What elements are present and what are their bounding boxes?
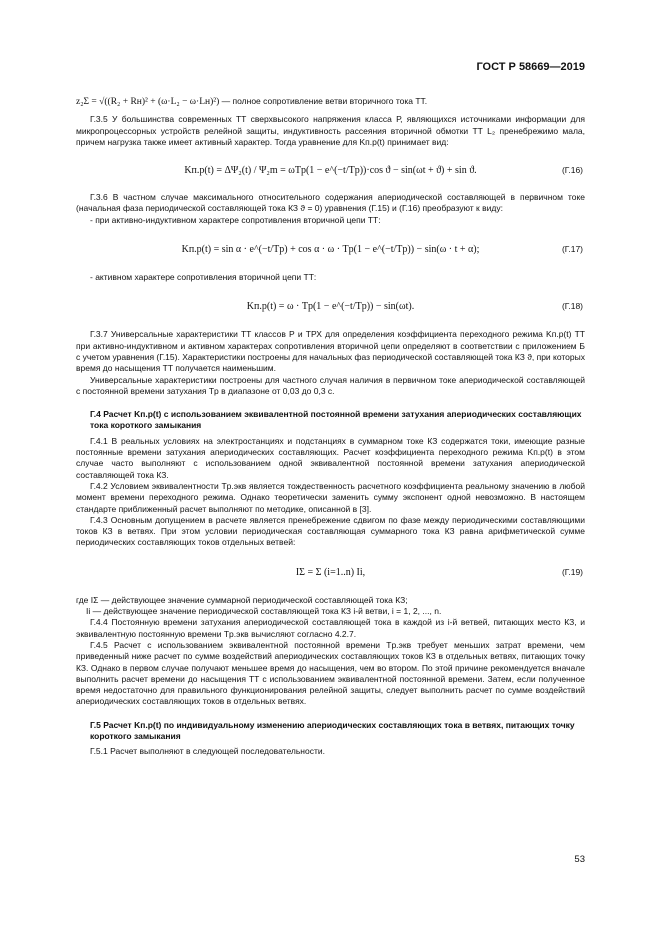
section-heading-g5: Г.5 Расчет Kп.р(t) по индивидуальному изменению апериодических составляющих тока в ветвях, питающих точку короткого замыкания [90,719,575,741]
paragraph-g37: Г.3.7 Универсальные характеристики ТТ классов Р и ТРХ для определения коэффициента переходного режима Kп.р(t) ТТ при активно-индуктивном и активном характерах сопротивления вторичной цепи определяют в соответствии с приложением Б с учетом уравнения (Г.15). Характеристики построены для начальных фаз периодической составляющей тока КЗ ϑ, при которых время до насыщения ТТ получается наименьшим. [76,329,585,374]
paragraph-g51: Г.5.1 Расчет выполняют в следующей последовательности. [90,746,325,757]
equation-g16-number: (Г.16) [561,165,583,176]
paragraph-g42: Г.4.2 Условием эквивалентности Tp.экв является тождественность расчетного коэффициента реальному значению в любой момент времени переходного режима. Однако теоретически заменить сумму экспонент одной невозможно. В настоящем стандарте приближенный расчет выполняют по методике, описанной в [3]. [76,480,585,514]
definition-i-sigma: где IΣ — действующее значение суммарной периодической составляющей тока КЗ; [76,594,408,605]
paragraph-g41: Г.4.1 В реальных условиях на электростанциях и подстанциях в суммарном токе КЗ содержатся токи, имеющие разные постоянные времени затухания апериодических составляющих. Расчет коэффициента переходного режима Kп.р(t) в этом случае часто выполняют с использованием одной эквивалентной постоянной времени затухания апериодической составляющей тока КЗ. [76,435,585,480]
formula-z-description: — полное сопротивление ветви вторичного тока ТТ. [219,96,428,106]
equation-g17-expr: Kп.р(t) = sin α · e^(−t/Tp) + cos α · ω · Tp(1 − e^(−t/Tp)) − sin(ω · t + α); [181,244,480,256]
formula-z-line [76,96,585,108]
equation-g19-expr: IΣ = Σ (i=1..n) Ii, [295,566,366,578]
equation-g16 [76,156,585,184]
equation-g19-number: (Г.19) [561,566,583,577]
case-active-inductive: - при активно-индуктивном характере сопротивления вторичной цепи ТТ: [90,214,381,225]
document-header: ГОСТ Р 58669—2019 [476,61,585,73]
definition-i-i: Ii — действующее значение периодической составляющей тока КЗ i-й ветви, i = 1, 2, ..., n. [86,606,442,617]
equation-g17 [76,234,585,264]
paragraph-g43: Г.4.3 Основным допущением в расчете является пренебрежение сдвигом по фазе между периодическими составляющими токов КЗ в ветвях. При этом условии периодическая составляющая суммарного тока КЗ равна арифметической сумме периодических составляющих токов отдельных ветвей: [76,514,585,548]
equation-g16-expr: Kп.р(t) = ΔΨ₂(t) / Ψ₂m = ωTp(1 − e^(−t/Tp))·cos ϑ − sin(ωt + ϑ) + sin ϑ. [184,165,477,177]
page-content [76,94,585,758]
section-heading-g4: Г.4 Расчет Kп.р(t) с использованием эквивалентной постоянной времени затухания апериодических составляющих тока короткого замыкания [90,409,582,431]
page-number: 53 [574,853,585,865]
definitions [76,595,585,618]
paragraph-g35: Г.3.5 У большинства современных ТТ сверхвысокого напряжения класса Р, являющихся источниками информации для микропроцессорных устройств релейной защиты, индуктивность рассеяния вторичной обмотки ТТ L₂ пренебрежимо мала, причем нагрузка также имеет активный характер. Тогда уравнение для Kп.р(t) принимает вид: [76,114,585,147]
paragraph-g45: Г.4.5 Расчет с использованием эквивалентной постоянной времени Tp.экв требует меньших затрат времени, чем приведенный ниже расчет по сумме воздействий апериодических составляющих токов КЗ в отдельных ветвях, питающих точку КЗ. Однако в первом случае получают меньшее время до насыщения, чем во втором. По этой причине рекомендуется вначале выполнить расчет времени до насыщения ТТ с использованием эквивалентной постоянной времени. Затем, если полученное время недостаточно для правильного функционирования релейной защиты, следует выполнить расчет по сумме воздействий апериодических составляющих токов в отдельных ветвях. [76,639,585,707]
equation-g19 [76,557,585,587]
equation-g18-number: (Г.18) [561,301,583,312]
equation-g18-expr: Kп.р(t) = ω · Tp(1 − e^(−t/Tp)) − sin(ωt). [246,301,415,313]
equation-g17-number: (Г.17) [561,244,583,255]
case-active: - активном характере сопротивления вторичной цепи ТТ: [90,272,317,283]
paragraph-universal: Универсальные характеристики построены для частного случая наличия в первичном токе апериодической составляющей с постоянной времени затухания Tp в диапазоне от 0,03 до 0,3 с. [76,374,585,396]
paragraph-g36: Г.3.6 В частном случае максимального относительного содержания апериодической составляющей в первичном токе (начальная фаза периодической составляющей тока КЗ ϑ = 0) уравнения (Г.15) и (Г.16) преобразуют к виду: [76,192,585,214]
equation-g18 [76,291,585,321]
formula-z: z₂Σ = √((R₂ + Rн)² + (ω·L₂ − ω·Lн)²) [76,97,220,107]
paragraph-g44: Г.4.4 Постоянную времени затухания апериодической составляющей тока в каждой из i-й ветвей, питающих место КЗ, и эквивалентную постоянную времени Tp.экв вычисляют согласно 4.2.7. [76,617,585,639]
